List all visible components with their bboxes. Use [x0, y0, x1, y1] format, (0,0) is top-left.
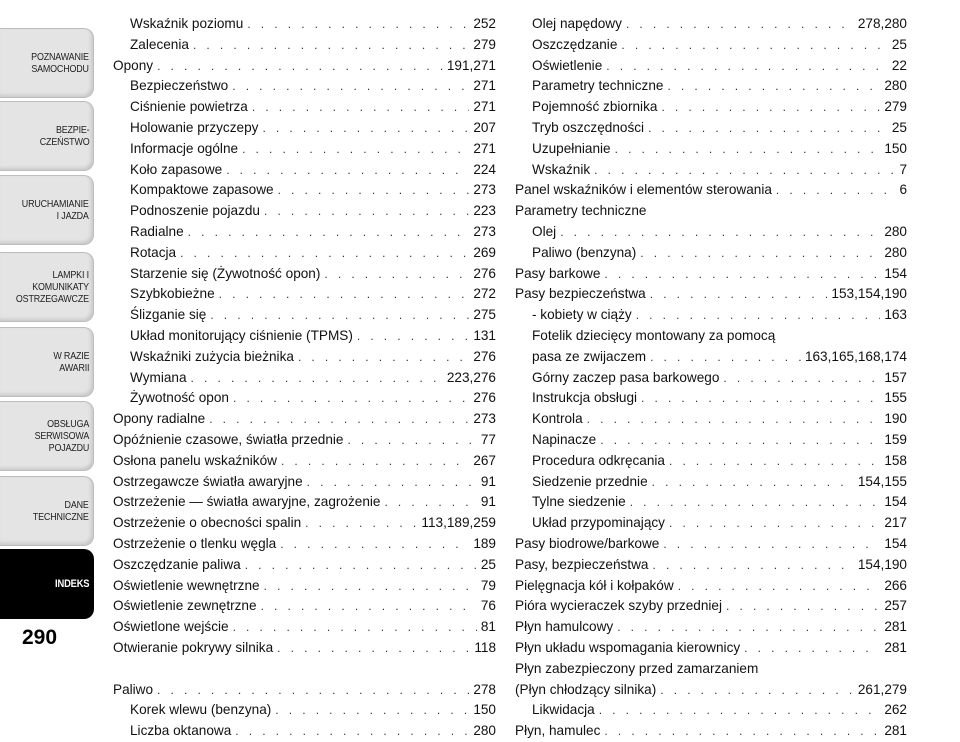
index-entry-page: 279 [473, 36, 496, 52]
index-entry-label: Płyn, hamulec [515, 723, 601, 739]
index-entry [515, 139, 907, 160]
chapter-tab-label: DANE TECHNICZNE [33, 499, 89, 523]
index-entry-page: 7 [899, 161, 907, 177]
index-entry [113, 160, 496, 181]
dot-leader [191, 368, 443, 389]
index-entry-page: 272 [473, 286, 496, 302]
index-entry [515, 56, 907, 77]
index-entry-page: 278 [473, 681, 496, 697]
index-entry [113, 243, 496, 264]
index-entry-page: 273 [473, 411, 496, 427]
dot-leader [157, 56, 443, 77]
chapter-tab-3[interactable] [0, 175, 94, 245]
index-entry [515, 617, 907, 638]
index-entry-label: Żywotność opon [130, 390, 229, 406]
index-entry [113, 56, 496, 77]
index-entry-label: Likwidacja [532, 702, 595, 718]
dot-leader [560, 222, 880, 243]
index-entry-page: 280 [473, 723, 496, 739]
dot-leader [210, 305, 469, 326]
dot-leader [726, 596, 880, 617]
index-entry [113, 576, 496, 597]
index-entry-page: 275 [473, 307, 496, 323]
index-entry-label: Panel wskaźników i elementów sterowania [515, 182, 772, 198]
index-entry-page: 278,280 [857, 16, 907, 31]
index-entry [113, 118, 496, 139]
index-entry-label: Rotacja [130, 244, 177, 260]
dot-leader [599, 700, 881, 721]
dot-leader [630, 492, 881, 513]
index-entry-page: 252 [473, 16, 496, 31]
index-entry-page: 118 [474, 639, 496, 655]
index-entry-label: Oszczędzanie paliwa [113, 556, 241, 572]
index-entry-page: 266 [884, 577, 907, 593]
index-entry [113, 680, 496, 701]
index-entry-page: 281 [884, 723, 907, 739]
dot-leader [275, 700, 469, 721]
index-entry-label: (Płyn chłodzący silnika) [515, 681, 657, 697]
index-entry-label: Opony [113, 57, 154, 73]
dot-leader [600, 430, 880, 451]
index-entry-page: 25 [480, 556, 496, 572]
index-entry-page: 154 [884, 494, 907, 510]
page-number: 290 [22, 626, 58, 649]
chapter-tab-label: OBSŁUGA SERWISOWA POJAZDU [34, 418, 89, 454]
index-entry [113, 534, 496, 555]
index-entry-page: 224 [473, 161, 496, 177]
index-entry-label: Parametry techniczne [515, 203, 647, 219]
index-entry [515, 430, 907, 451]
index-entry-page: 91 [480, 494, 496, 510]
index-entry-page: 257 [884, 598, 907, 614]
index-entry [113, 368, 496, 389]
chapter-tab-2[interactable] [0, 101, 94, 171]
dot-leader [640, 243, 880, 264]
dot-leader [636, 305, 881, 326]
index-entry-label: Ostrzeżenie o tlenku węgla [113, 535, 277, 551]
index-entry [515, 576, 907, 597]
index-entry [515, 596, 907, 617]
dot-leader [357, 326, 469, 347]
index-entry [515, 180, 907, 201]
index-entry-label: Ślizganie się [130, 307, 207, 323]
dot-leader [261, 596, 477, 617]
index-entry [515, 451, 907, 472]
index-entry-label: Ostrzegawcze światła awaryjne [113, 473, 303, 489]
index-entry-label: Pojemność zbiornika [532, 99, 658, 115]
index-entry [113, 180, 496, 201]
dot-leader [744, 638, 880, 659]
index-entry-label: Koło zapasowe [130, 161, 223, 177]
index-entry [113, 659, 496, 680]
chapter-tab-8[interactable] [0, 549, 94, 619]
dot-leader [245, 555, 477, 576]
index-entry-page: 154,190 [857, 556, 907, 572]
index-entry-label: Pasy barkowe [515, 265, 601, 281]
index-entry-label: Paliwo (benzyna) [532, 244, 637, 260]
index-entry [113, 721, 496, 742]
dot-leader [667, 76, 880, 97]
index-entry-page: 22 [891, 57, 907, 73]
index-entry-label: Pasy bezpieczeństwa [515, 286, 646, 302]
dot-leader [281, 451, 469, 472]
chapter-tab-5[interactable] [0, 327, 94, 397]
index-entry-page: 271 [473, 99, 496, 115]
index-column-right [515, 14, 907, 742]
index-entry-label: Siedzenie przednie [532, 473, 648, 489]
index-entry-page: 190 [884, 411, 907, 427]
index-entry-page: 280 [884, 244, 907, 260]
dot-leader [669, 513, 880, 534]
dot-leader [660, 680, 854, 701]
index-entry [515, 534, 907, 555]
index-entry-label: Instrukcja obsługi [532, 390, 638, 406]
index-entry-label: Radialne [130, 223, 184, 239]
dot-leader [264, 576, 477, 597]
index-entry-label: Pióra wycieraczek szyby przedniej [515, 598, 723, 614]
index-entry-page: 280 [884, 223, 907, 239]
index-entry-label: Osłona panelu wskaźników [113, 452, 277, 468]
index-entry-page: 81 [480, 619, 496, 635]
index-entry-label: Kontrola [532, 411, 583, 427]
index-entry-label: Bezpieczeństwo [130, 78, 229, 94]
index-entry-page: 261,279 [857, 681, 907, 697]
index-entry-page: 279 [884, 99, 907, 115]
index-entry-label: Tryb oszczędności [532, 119, 645, 135]
dot-leader [278, 180, 470, 201]
dot-leader [226, 160, 469, 181]
dot-leader [280, 534, 469, 555]
index-entry [515, 555, 907, 576]
dot-leader [347, 430, 476, 451]
chapter-tab-label: INDEKS [54, 578, 89, 590]
index-entry-label: Wymiana [130, 369, 187, 385]
chapter-tab-4[interactable] [0, 252, 94, 322]
index-entry-page: 25 [891, 36, 907, 52]
index-entry [515, 201, 907, 222]
index-entry-label: Liczba oktanowa [130, 723, 232, 739]
dot-leader [324, 264, 469, 285]
index-entry-label: Płyn hamulcowy [515, 619, 614, 635]
index-entry-label: Płyn zabezpieczony przed zamarzaniem [515, 660, 759, 676]
index-entry-page: 157 [884, 369, 907, 385]
index-entry-page: 191,271 [446, 57, 496, 73]
index-entry-label: Olej napędowy [532, 16, 622, 31]
chapter-tab-6[interactable] [0, 401, 94, 471]
dot-leader [650, 347, 801, 368]
index-entry-page: 269 [473, 244, 496, 260]
index-entry [515, 409, 907, 430]
index-entry-label: Otwieranie pokrywy silnika [113, 639, 274, 655]
index-entry [515, 118, 907, 139]
index-entry-label: Opóźnienie czasowe, światła przednie [113, 431, 344, 447]
index-entry-label: Podnoszenie pojazdu [130, 203, 260, 219]
dot-leader [606, 56, 888, 77]
dot-leader [653, 555, 854, 576]
dot-leader [723, 368, 880, 389]
index-entry-label: Pasy, bezpieczeństwa [515, 556, 649, 572]
index-entry-page: 276 [473, 265, 496, 281]
index-entry [113, 222, 496, 243]
index-entry-label: Kompaktowe zapasowe [130, 182, 274, 198]
index-entry-label: Ostrzeżenie — światła awaryjne, zagrożenie [113, 494, 381, 510]
index-entry-label: Napinacze [532, 431, 597, 447]
index-entry-label: Paliwo [113, 681, 154, 697]
index-entry-label: Oświetlenie [532, 57, 603, 73]
index-entry [515, 721, 907, 742]
dot-leader [232, 76, 469, 97]
index-entry-label: Układ przypominający [532, 515, 665, 531]
index-column-left [113, 14, 496, 742]
index-entry-label: Wskaźnik [532, 161, 591, 177]
index-entry-label: Korek wlewu (benzyna) [130, 702, 272, 718]
index-entry-page: 281 [884, 619, 907, 635]
index-entry-page: 223,276 [446, 369, 496, 385]
index-entry-page: 91 [480, 473, 496, 489]
index-entry-page: 131 [473, 327, 496, 343]
index-entry [515, 326, 907, 347]
index-entry-page: 154 [884, 265, 907, 281]
index-entry [515, 76, 907, 97]
index-entry-label: Szybkobieżne [130, 286, 215, 302]
index-entry [113, 555, 496, 576]
index-entry-label: Olej [532, 223, 557, 239]
index-entry [515, 222, 907, 243]
index-entry-label: Starzenie się (Żywotność opon) [130, 265, 321, 281]
index-entry-page: 150 [473, 702, 496, 718]
index-entry-page: 159 [884, 431, 907, 447]
dot-leader [247, 14, 469, 35]
chapter-tab-label: POZNAWANIE SAMOCHODU [31, 51, 89, 75]
index-entry-page: 276 [473, 390, 496, 406]
index-entry [113, 139, 496, 160]
index-entry [515, 243, 907, 264]
index-entry-page: 280 [884, 78, 907, 94]
index-entry-page: 273 [473, 223, 496, 239]
index-entry [515, 700, 907, 721]
index-entry [515, 14, 907, 35]
index-entry-label: Płyn układu wspomagania kierownicy [515, 639, 741, 655]
index-entry-page: 113,189,259 [421, 515, 496, 531]
index-entry-page: 276 [473, 348, 496, 364]
index-entry-page: 262 [884, 702, 907, 718]
dot-leader [604, 721, 880, 742]
index-entry-page: 76 [480, 598, 496, 614]
index-entry [113, 201, 496, 222]
dot-leader [621, 35, 887, 56]
chapter-tab-label: BEZPIE- CZEŃSTWO [39, 124, 89, 148]
index-entry [113, 472, 496, 493]
index-entry [113, 492, 496, 513]
index-entry [113, 35, 496, 56]
dot-leader [663, 534, 880, 555]
index-entry [515, 160, 907, 181]
index-entry-page: 154 [884, 535, 907, 551]
index-entry [515, 388, 907, 409]
index-entry-page: 273 [473, 182, 496, 198]
index-entry-label: Pielęgnacja kół i kołpaków [515, 577, 674, 593]
index-entry-label: Informacje ogólne [130, 140, 239, 156]
index-entry-page: 189 [473, 535, 496, 551]
index-entry-page: 207 [473, 119, 496, 135]
index-entry-label: Fotelik dziecięcy montowany za pomocą [532, 327, 776, 343]
dot-leader [252, 97, 469, 118]
index-entry [113, 638, 496, 659]
index-entry [113, 409, 496, 430]
index-entry [113, 388, 496, 409]
dot-leader [678, 576, 881, 597]
index-entry-label: Oświetlenie wewnętrzne [113, 577, 260, 593]
index-entry [515, 347, 907, 368]
index-entry [113, 305, 496, 326]
index-entry [515, 97, 907, 118]
dot-leader [307, 472, 477, 493]
index-entry [113, 97, 496, 118]
index-entry [515, 638, 907, 659]
index-entry [515, 368, 907, 389]
index-entry [113, 430, 496, 451]
index-entry [113, 700, 496, 721]
dot-leader [219, 284, 470, 305]
chapter-tab-7[interactable] [0, 476, 94, 546]
index-entry-page: 154,155 [857, 473, 907, 489]
dot-leader [661, 97, 880, 118]
index-entry [113, 451, 496, 472]
index-entry [515, 659, 907, 680]
index-entry-label: Górny zaczep pasa barkowego [532, 369, 720, 385]
index-entry-page: 163,165,168,174 [804, 348, 907, 364]
index-entry-label: Holowanie przyczepy [130, 119, 259, 135]
dot-leader [157, 680, 469, 701]
index-entry-label: - kobiety w ciąży [532, 307, 632, 323]
index-entry [113, 76, 496, 97]
dot-leader [233, 617, 477, 638]
index-entry-page: 158 [884, 452, 907, 468]
index-entry-page: 271 [473, 140, 496, 156]
index-entry-page: 223 [473, 203, 496, 219]
dot-leader [209, 409, 469, 430]
chapter-tab-1[interactable] [0, 28, 94, 98]
index-entry-page: 77 [480, 431, 496, 447]
index-entry [113, 14, 496, 35]
index-entry-label: Zalecenia [130, 36, 189, 52]
index-entry-page: 217 [884, 515, 907, 531]
index-entry-label: Oszczędzanie [532, 36, 618, 52]
dot-leader [648, 118, 888, 139]
index-entry [515, 472, 907, 493]
index-entry-page: 271 [473, 78, 496, 94]
dot-leader [776, 180, 896, 201]
dot-leader [604, 264, 880, 285]
index-entry-label: Tylne siedzenie [532, 494, 626, 510]
index-entry [113, 347, 496, 368]
index-entry-label: Ciśnienie powietrza [130, 99, 248, 115]
dot-leader [669, 451, 880, 472]
index-entry [515, 264, 907, 285]
index-entry-page: 79 [480, 577, 496, 593]
index-entry-label: Parametry techniczne [532, 78, 664, 94]
dot-leader [193, 35, 469, 56]
index-entry [515, 680, 907, 701]
dot-leader [298, 347, 469, 368]
index-entry-label: Oświetlenie zewnętrzne [113, 598, 257, 614]
index-entry-label: Ostrzeżenie o obecności spalin [113, 515, 302, 531]
chapter-tab-label: LAMPKI I KOMUNIKATY OSTRZEGAWCZE [15, 269, 89, 305]
index-entry-page: 150 [884, 140, 907, 156]
index-entry [515, 492, 907, 513]
index-entry-page: 281 [884, 639, 907, 655]
index-entry-page: 6 [899, 182, 907, 198]
dot-leader [641, 388, 880, 409]
index-entry [113, 617, 496, 638]
index-entry [113, 264, 496, 285]
dot-leader [264, 201, 469, 222]
index-entry-page: 163 [884, 307, 907, 323]
dot-leader [235, 721, 469, 742]
dot-leader [594, 160, 895, 181]
index-entry [515, 35, 907, 56]
dot-leader [626, 14, 854, 35]
chapter-tab-label: W RAZIE AWARII [52, 350, 89, 374]
index-entry-label: Uzupełnianie [532, 140, 611, 156]
index-entry-label: Wskaźnik poziomu [130, 16, 244, 31]
dot-leader [180, 243, 469, 264]
index-entry [515, 284, 907, 305]
dot-leader [384, 492, 476, 513]
index-entry-label: Procedura odkręcania [532, 452, 665, 468]
index-entry [113, 284, 496, 305]
index-entry-label: pasa ze zwijaczem [532, 348, 647, 364]
dot-leader [650, 284, 828, 305]
dot-leader [277, 638, 470, 659]
chapter-tab-label: URUCHAMIANIE I JAZDA [22, 198, 89, 222]
index-entry [515, 513, 907, 534]
dot-leader [262, 118, 469, 139]
index-entry [113, 596, 496, 617]
index-entry-label: Wskaźniki zużycia bieżnika [130, 348, 294, 364]
index-entry [113, 326, 496, 347]
index-entry-label: Oświetlone wejście [113, 619, 229, 635]
index-entry-label: Pasy biodrowe/barkowe [515, 535, 660, 551]
index-entry-page: 153,154,190 [831, 286, 907, 302]
dot-leader [615, 139, 881, 160]
dot-leader [188, 222, 470, 243]
dot-leader [587, 409, 881, 430]
dot-leader [242, 139, 469, 160]
index-entry [113, 513, 496, 534]
dot-leader [233, 388, 469, 409]
dot-leader [617, 617, 880, 638]
index-entry-page: 155 [884, 390, 907, 406]
dot-leader [305, 513, 417, 534]
dot-leader [652, 472, 854, 493]
index-entry [515, 305, 907, 326]
index-entry-page: 267 [473, 452, 496, 468]
index-entry-label: Układ monitorujący ciśnienie (TPMS) [130, 327, 353, 343]
index-entry-page: 25 [891, 119, 907, 135]
index-entry-label: Opony radialne [113, 411, 206, 427]
